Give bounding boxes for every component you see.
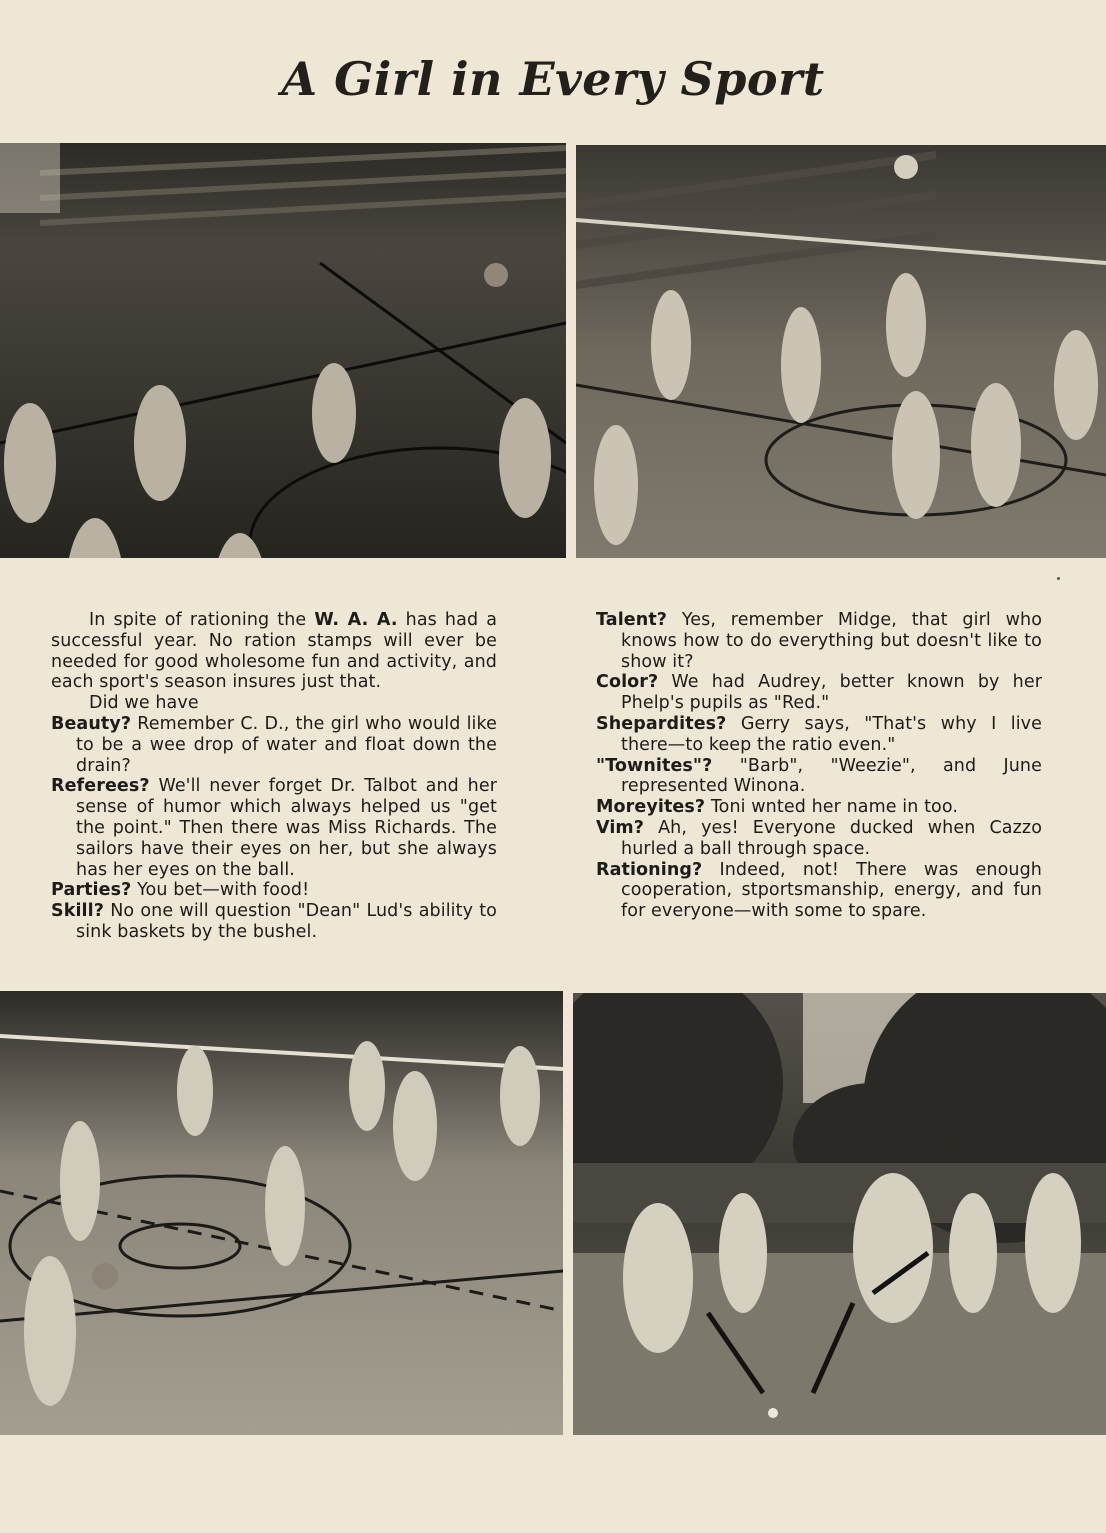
entry-skill: Skill? No one will question "Dean" Lud's ability to sink baskets by the bushel. <box>51 901 497 942</box>
field-hockey-photo <box>573 993 1106 1435</box>
entry-color: Color? We had Audrey, better known by her Phelp's pupils as "Red." <box>596 672 1042 714</box>
volleyball-court-photo <box>0 991 563 1435</box>
entry-townites: "Townites"? "Barb", "Weezie", and June represented Winona. <box>596 755 1042 797</box>
did-we-have: Did we have <box>89 693 199 714</box>
intro-paragraph: In spite of rationing the W. A. A. has had a successful year. No ration stamps will ever be needed for good wholesome fun and activity, and each sport's season insures just that. <box>51 610 498 693</box>
entry-shepardites: Shepardites? Gerry says, "That's why I live there—to keep the ratio even." <box>596 713 1042 755</box>
text-column-right <box>596 610 1042 922</box>
volleyball-photo <box>576 145 1106 558</box>
entry-parties: Parties? You bet—with food! <box>51 880 310 901</box>
org-name: W. A. A. <box>314 610 398 630</box>
entry-rationing: Rationing? Indeed, not! There was enough cooperation, stportsmanship, energy, and fun for everyone—with some to spare. <box>596 859 1042 922</box>
page-title: A Girl in Every Sport <box>281 52 825 106</box>
paper-speck <box>1057 577 1060 580</box>
text-column-left <box>51 610 497 943</box>
basketball-photo <box>0 143 566 558</box>
entry-moreyites: Moreyites? Toni wnted her name in too. <box>596 797 959 818</box>
entry-talent: Talent? Yes, remember Midge, that girl who knows how to do everything but doesn't like to show it? <box>596 610 1042 672</box>
entry-beauty: Beauty? Remember C. D., the girl who would like to be a wee drop of water and float down the drain? <box>51 713 497 776</box>
entry-referees: Referees? We'll never forget Dr. Talbot and her sense of humor which always helped us "get the point." Then there was Miss Richards. The sailors have their eyes on her, but she always has her eyes on the ball. <box>51 776 497 880</box>
entry-vim: Vim? Ah, yes! Everyone ducked when Cazzo hurled a ball through space. <box>596 817 1043 859</box>
